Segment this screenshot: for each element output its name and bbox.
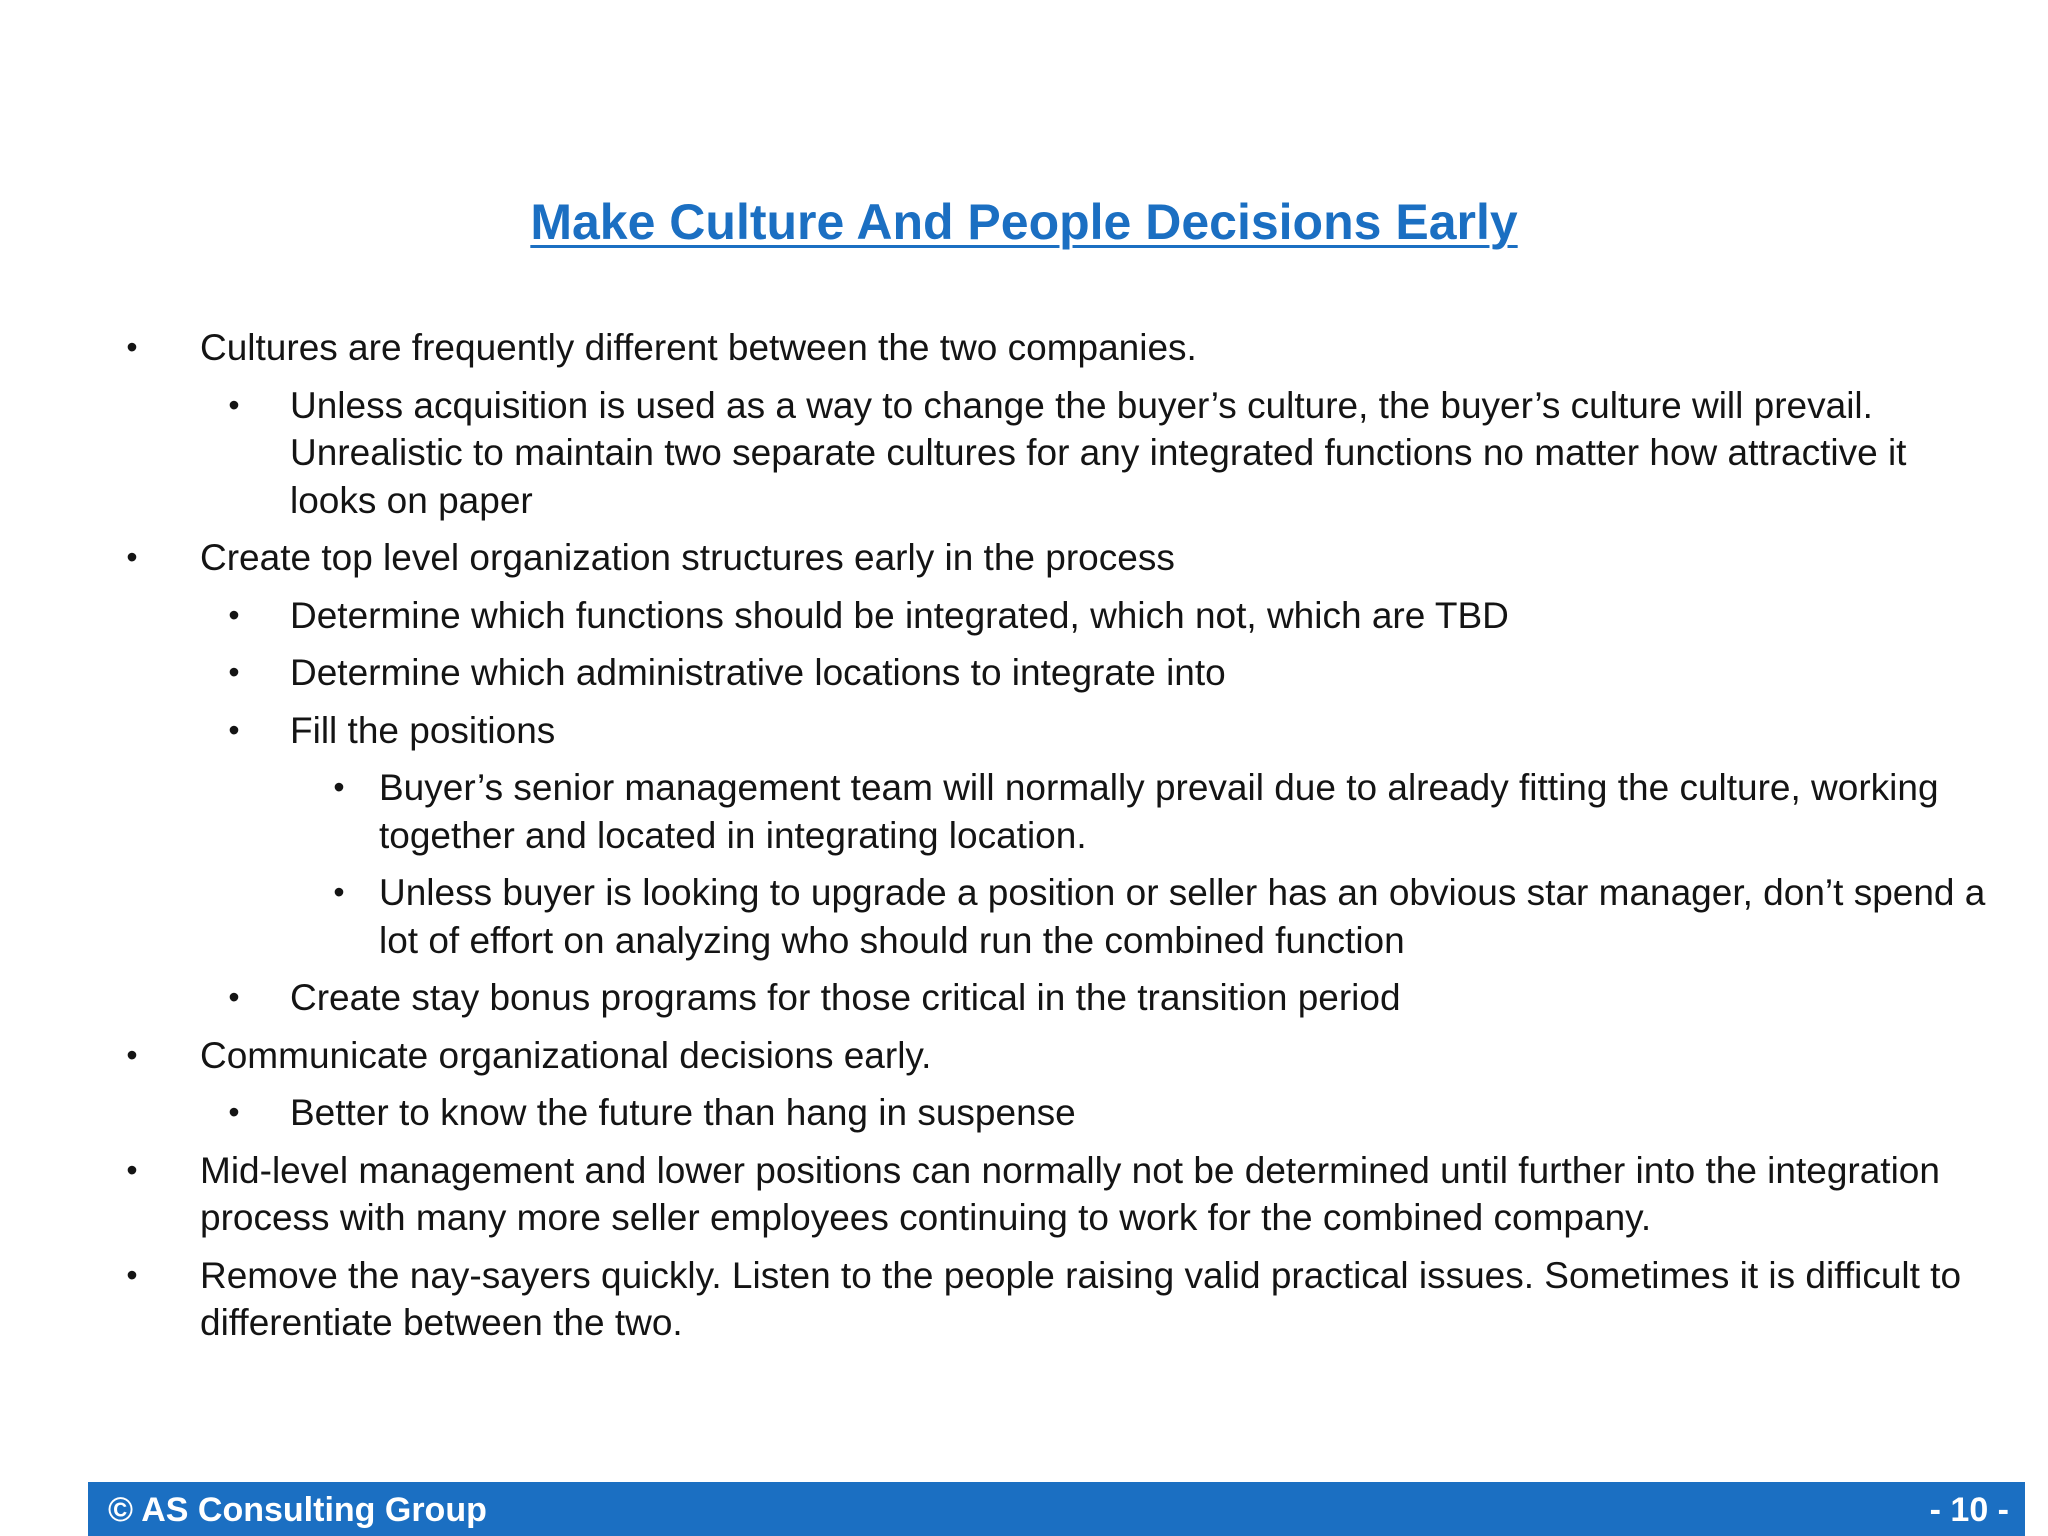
bullet-text: Determine which functions should be integrated, which not, which are TBD bbox=[290, 594, 1509, 636]
list-item bbox=[0, 1147, 2048, 1242]
bullet-text: Mid-level management and lower positions can normally not be determined until further into the integration process with many more seller employees continuing to work for the combined company. bbox=[200, 1149, 1940, 1238]
bullet-icon: • bbox=[333, 874, 345, 910]
list-item bbox=[0, 869, 2048, 964]
list-item bbox=[0, 1089, 2048, 1137]
bullet-text: Create top level organization structures early in the process bbox=[200, 537, 1175, 578]
footer-bar bbox=[88, 1482, 2025, 1536]
bullet-icon: • bbox=[228, 654, 240, 690]
bullet-icon: • bbox=[126, 1036, 138, 1073]
bullet-text: Determine which administrative locations to integrate into bbox=[290, 652, 1226, 693]
list-item bbox=[0, 592, 2048, 640]
bullet-text: Create stay bonus programs for those critical in the transition period bbox=[290, 977, 1401, 1018]
bullet-icon: • bbox=[126, 329, 138, 365]
slide-title: Make Culture And People Decisions Early bbox=[530, 194, 1518, 250]
bullet-icon: • bbox=[228, 979, 240, 1015]
bullet-text: Unless acquisition is used as a way to change the buyer’s culture, the buyer’s culture will prevail. Unrealistic to maintain two separate cultures for any integrated functions no matter how attractive it looks on paper bbox=[290, 384, 1907, 521]
bullet-icon: • bbox=[126, 539, 138, 575]
bullet-text: Communicate organizational decisions early. bbox=[200, 1034, 932, 1076]
list-item bbox=[0, 707, 2048, 755]
page-number: - 10 - bbox=[1929, 1491, 2009, 1529]
bullet-text: Remove the nay-sayers quickly. Listen to the people raising valid practical issues. Sometimes it is difficult to differentiate between the two. bbox=[200, 1254, 1962, 1343]
list-item bbox=[0, 1252, 2048, 1347]
copyright-text: © AS Consulting Group bbox=[108, 1491, 487, 1529]
bullet-text: Better to know the future than hang in suspense bbox=[290, 1092, 1076, 1133]
list-item bbox=[0, 974, 2048, 1022]
bullet-text: Cultures are frequently different between the two companies. bbox=[200, 327, 1197, 368]
list-item bbox=[0, 1032, 2048, 1080]
bullet-icon: • bbox=[126, 1151, 138, 1188]
bullet-icon: • bbox=[228, 596, 240, 633]
list-item bbox=[0, 534, 2048, 582]
list-item bbox=[0, 649, 2048, 697]
bullet-text: Unless buyer is looking to upgrade a position or seller has an obvious star manager, don’t spend a lot of effort on analyzing who should run the combined function bbox=[379, 872, 1986, 961]
bullet-icon: • bbox=[126, 1256, 138, 1293]
bullet-icon: • bbox=[228, 1094, 240, 1130]
list-item bbox=[0, 382, 2048, 525]
bullet-icon: • bbox=[228, 711, 240, 748]
list-item bbox=[0, 324, 2048, 372]
bullet-text: Fill the positions bbox=[290, 709, 556, 751]
bullet-icon: • bbox=[228, 386, 240, 423]
bullet-icon: • bbox=[333, 769, 345, 805]
bullet-list bbox=[0, 324, 2048, 1357]
list-item bbox=[0, 764, 2048, 859]
bullet-text: Buyer’s senior management team will normally prevail due to already fitting the culture, working together and located in integrating location. bbox=[379, 767, 1939, 856]
